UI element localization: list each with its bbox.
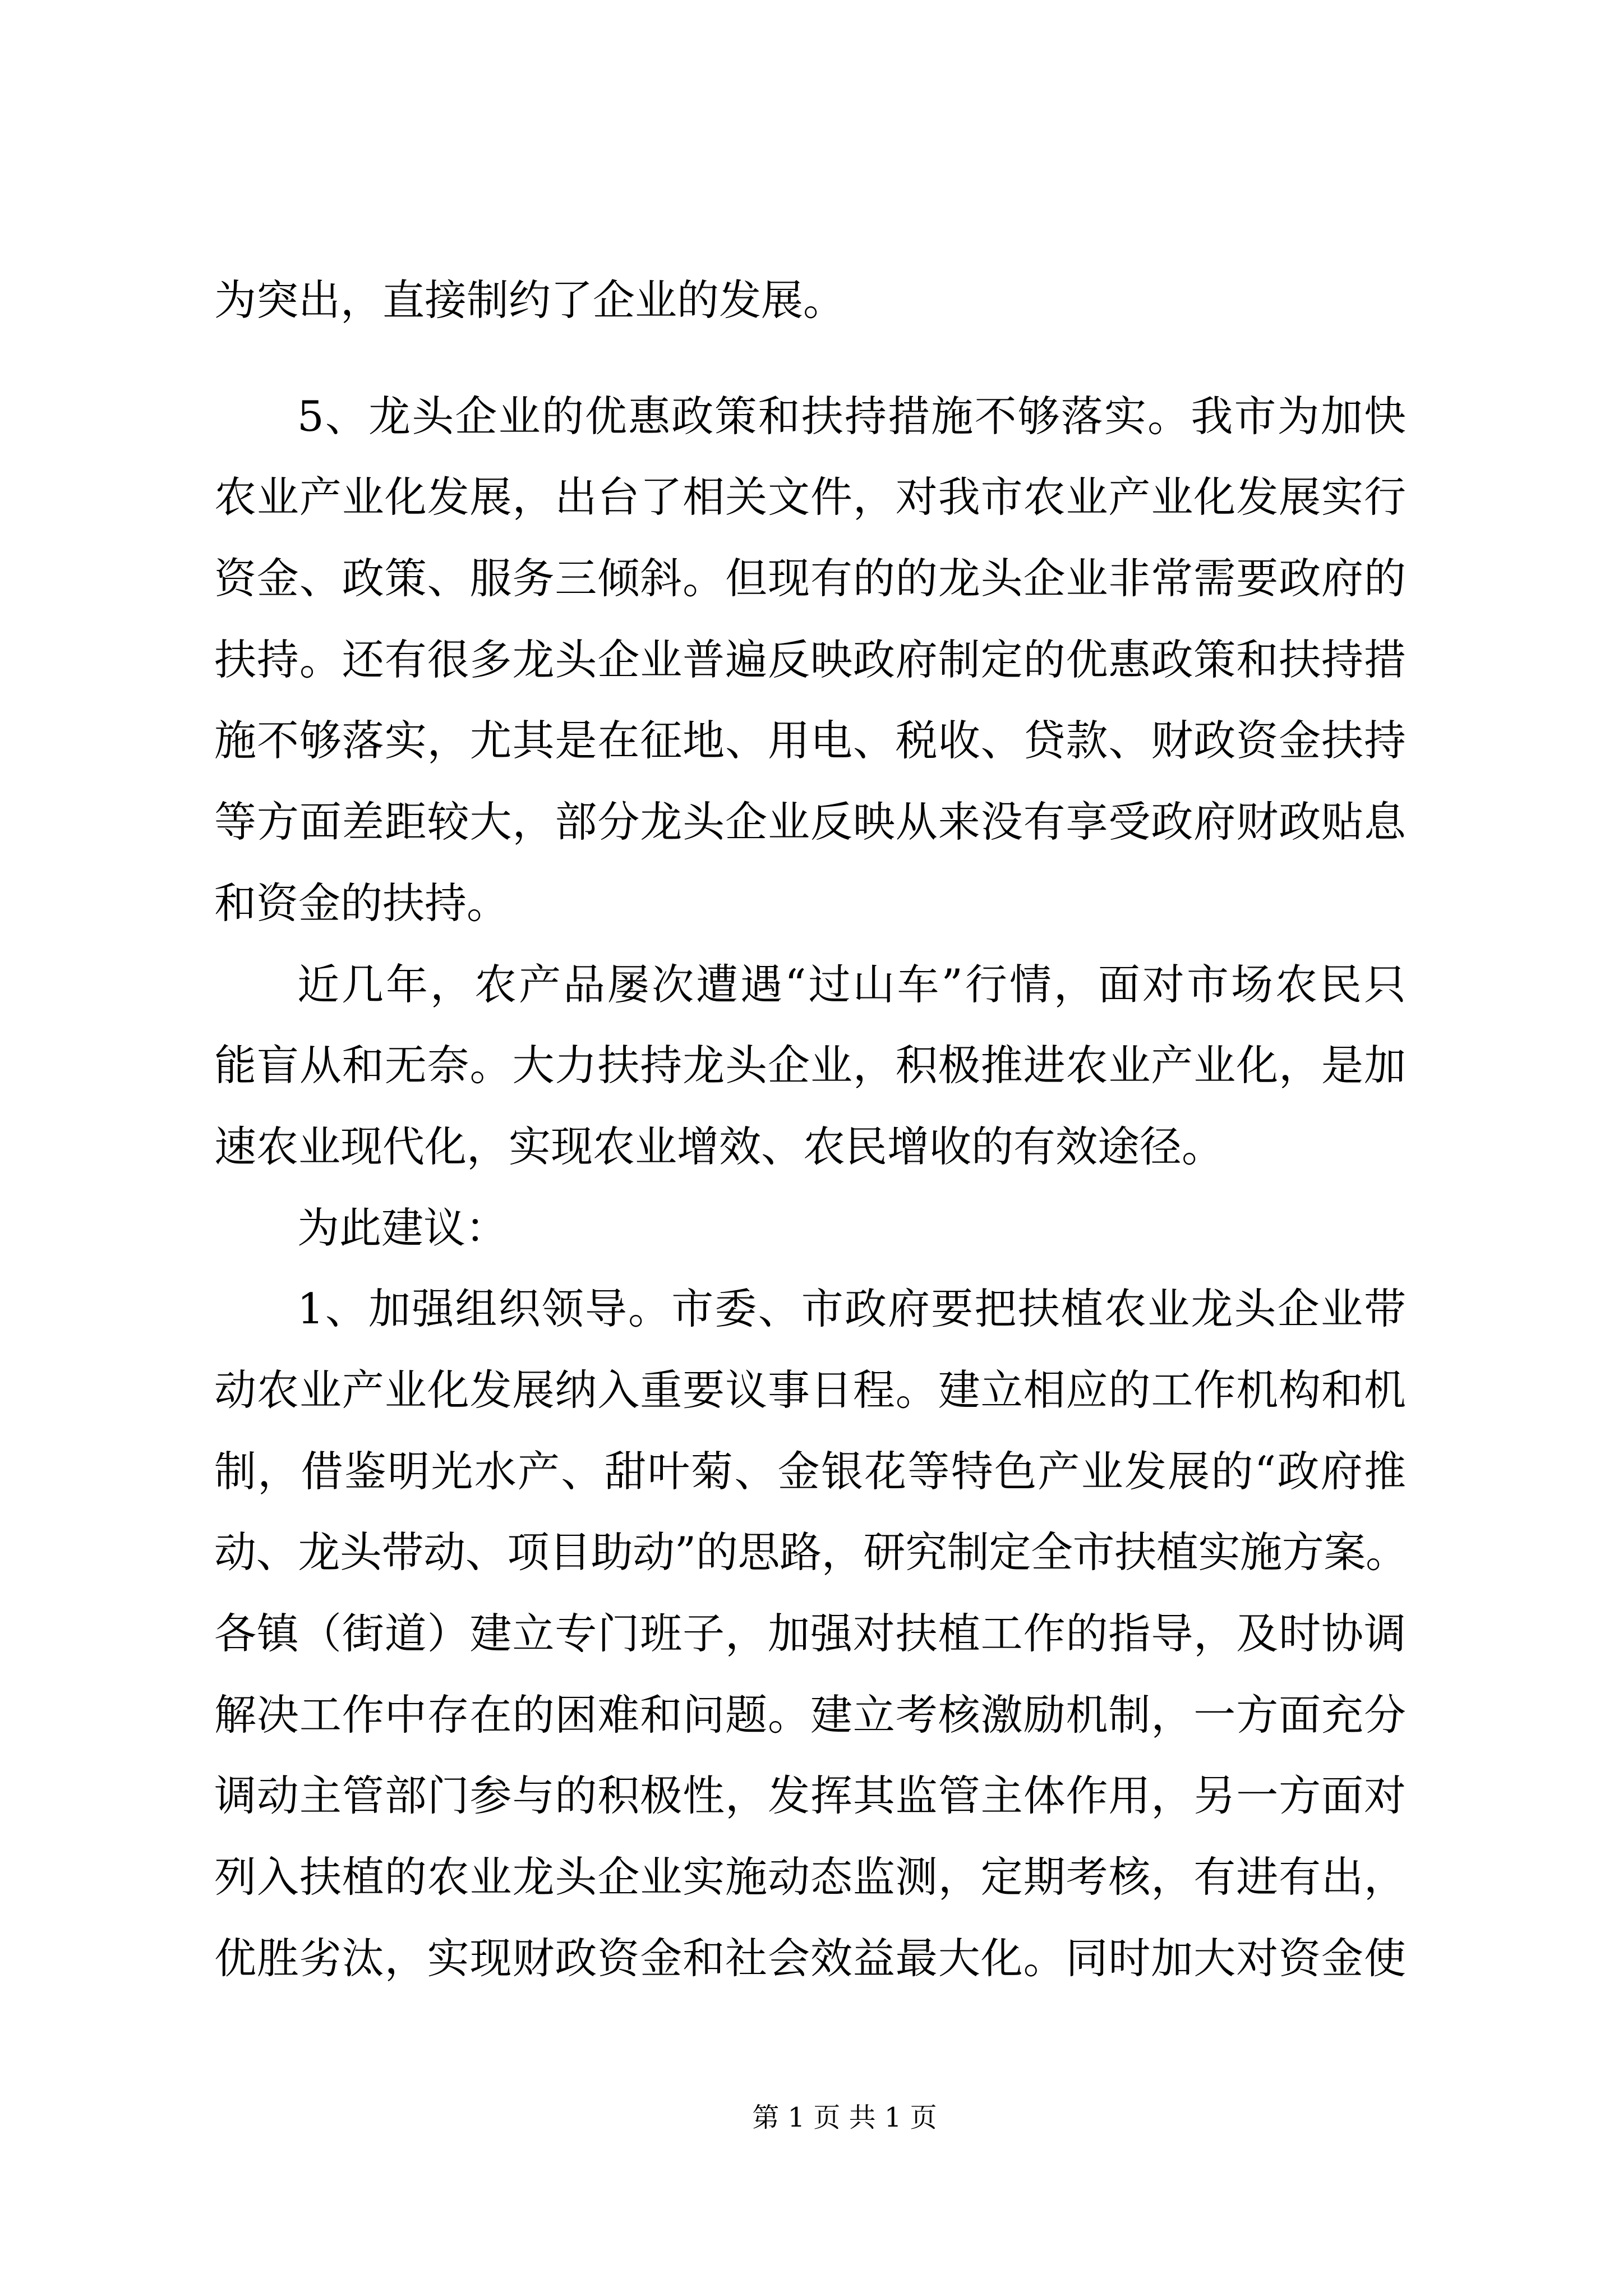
text-line: 制，借鉴明光水产、甜叶菊、金银花等特色产业发展的“政府推 xyxy=(214,1446,1406,1496)
text-line: 速农业现代化，实现农业增效、农民增收的有效途径。 xyxy=(214,1121,1224,1171)
text-line: 各镇（街道）建立专门班子，加强对扶植工作的指导，及时协调 xyxy=(214,1609,1406,1658)
text-line: 解决工作中存在的困难和问题。建立考核激励机制，一方面充分 xyxy=(214,1690,1406,1740)
text-line: 1、加强组织领导。市委、市政府要把扶植农业龙头企业带 xyxy=(297,1284,1406,1334)
text-line: 列入扶植的农业龙头企业实施动态监测，定期考核，有进有出， xyxy=(214,1852,1406,1902)
text-line: 等方面差距较大，部分龙头企业反映从来没有享受政府财政贴息 xyxy=(214,797,1406,847)
text-line: 和资金的扶持。 xyxy=(214,878,509,928)
text-line: 为突出，直接制约了企业的发展。 xyxy=(214,275,846,325)
text-line: 近几年，农产品屡次遭遇“过山车”行情，面对市场农民只 xyxy=(297,959,1406,1009)
paragraph xyxy=(214,944,1406,1188)
text-line: 能盲从和无奈。大力扶持龙头企业，积极推进农业产业化，是加 xyxy=(214,1041,1406,1091)
document-body xyxy=(214,260,1406,1999)
text-line: 动农业产业化发展纳入重要议事日程。建立相应的工作机构和机 xyxy=(214,1365,1406,1415)
text-line: 为此建议： xyxy=(297,1203,508,1253)
paragraph xyxy=(214,260,1406,341)
text-line: 优胜劣汰，实现财政资金和社会效益最大化。同时加大对资金使 xyxy=(214,1933,1406,1983)
paragraph xyxy=(214,376,1406,944)
text-line: 调动主管部门参与的积极性，发挥其监管主体作用，另一方面对 xyxy=(214,1771,1406,1821)
text-line: 资金、政策、服务三倾斜。但现有的的龙头企业非常需要政府的 xyxy=(214,554,1406,604)
page-number-footer: 第 1 页 共 1 页 xyxy=(752,2102,937,2133)
text-line: 施不够落实，尤其是在征地、用电、税收、贷款、财政资金扶持 xyxy=(214,716,1406,766)
text-line: 农业产业化发展，出台了相关文件，对我市农业产业化发展实行 xyxy=(214,472,1406,522)
text-line: 扶持。还有很多龙头企业普遍反映政府制定的优惠政策和扶持措 xyxy=(214,634,1406,684)
paragraph xyxy=(214,1268,1406,1999)
text-line: 动、龙头带动、项目助动”的思路，研究制定全市扶植实施方案。 xyxy=(214,1527,1406,1577)
text-line: 5、龙头企业的优惠政策和扶持措施不够落实。我市为加快 xyxy=(297,391,1406,441)
paragraph xyxy=(214,1188,1406,1269)
